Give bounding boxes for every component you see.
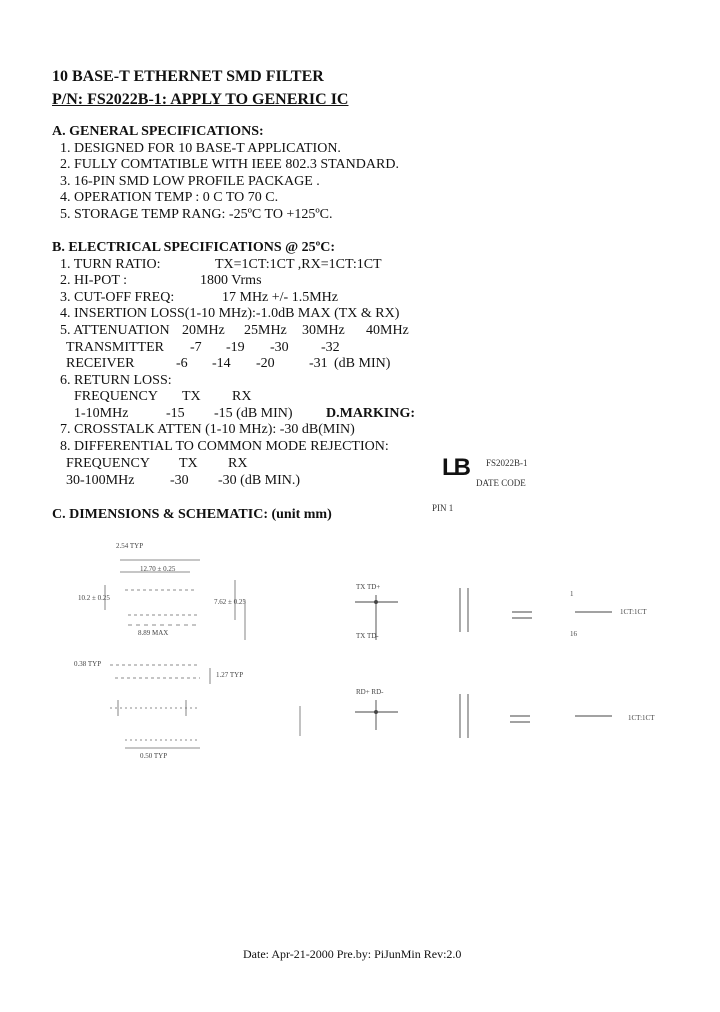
return-loss-tx-value: -15: [166, 406, 185, 421]
transmitter-label: TRANSMITTER: [66, 340, 164, 355]
atten-unit: (dB MIN): [334, 356, 391, 371]
section-a-heading: A. GENERAL SPECIFICATIONS:: [52, 124, 264, 139]
rx-atten-1: -6: [176, 356, 188, 371]
return-loss-rx-label: RX: [232, 389, 252, 404]
atten-freq-2: 25MHz: [244, 323, 287, 338]
marking-part: FS2022B-1: [486, 458, 528, 468]
dim-lead-label: 1.27 TYP: [216, 671, 244, 679]
part-number: P/N: FS2022B-1: APPLY TO GENERIC IC: [52, 91, 349, 108]
cutoff-label: 3. CUT-OFF FREQ:: [60, 290, 175, 305]
dmcm-freq-label: FREQUENCY: [66, 456, 151, 471]
marking-pin1: PIN 1: [432, 503, 454, 513]
receiver-label: RECEIVER: [66, 356, 135, 371]
tx-atten-2: -19: [226, 340, 245, 355]
dim-top-label: 2.54 TYP: [116, 542, 144, 550]
cutoff-value: 17 MHz +/- 1.5MHz: [222, 290, 338, 305]
footer-revision: Date: Apr-21-2000 Pre.by: PiJunMin Rev:2.0: [243, 947, 462, 961]
dim-pad-label: 0.38 TYP: [74, 660, 102, 668]
return-loss-freq-label: FREQUENCY: [74, 389, 159, 404]
crosstalk: 7. CROSSTALK ATTEN (1-10 MHz): -30 dB(MIN): [60, 422, 355, 437]
hipot-value: 1800 Vrms: [200, 273, 262, 288]
dmcm-rx-value: -30 (dB MIN.): [218, 473, 301, 488]
rx-atten-3: -20: [256, 356, 275, 371]
turn-ratio-label: 1. TURN RATIO:: [60, 257, 161, 272]
spec-a-5: 5. STORAGE TEMP RANG: -25ºC TO +125ºC.: [60, 207, 333, 222]
transformer-schematic-bottom: [355, 694, 612, 738]
company-logo: LB: [442, 454, 468, 481]
dmcm-range: 30-100MHz: [66, 473, 135, 488]
chip-bot-label: RD+ RD-: [356, 688, 384, 696]
return-loss-rx-value: -15 (dB MIN): [214, 406, 293, 421]
rx-atten-4: -31: [309, 356, 328, 371]
marking-heading: D.MARKING:: [326, 406, 416, 421]
return-loss-range: 1-10MHz: [74, 406, 129, 421]
tx-atten-1: -7: [190, 340, 202, 355]
dim-depth-label: 8.89 MAX: [138, 629, 169, 637]
dim-height-label: 10.2 ± 0.25: [78, 594, 110, 602]
atten-freq-3: 30MHz: [302, 323, 345, 338]
spec-a-2: 2. FULLY COMTATIBLE WITH IEEE 802.3 STANDARD.: [60, 157, 399, 172]
spec-a-4: 4. OPERATION TEMP : 0 C TO 70 C.: [60, 190, 279, 205]
tx-atten-3: -30: [270, 340, 289, 355]
dim-side-label: 7.62 ± 0.25: [214, 598, 246, 606]
pin-label-c: 1: [570, 590, 574, 598]
chip-top-label: TX TD+: [356, 583, 381, 591]
marking-date-code: DATE CODE: [476, 478, 526, 488]
return-loss-tx-label: TX: [182, 389, 201, 404]
section-c-heading: C. DIMENSIONS & SCHEMATIC: (unit mm): [52, 507, 332, 522]
package-top-view: [105, 560, 245, 640]
dim-width-label: 12.70 ± 0.25: [140, 565, 176, 573]
rx-atten-2: -14: [212, 356, 231, 371]
chip-mid-label: TX TD-: [356, 632, 379, 640]
hipot-label: 2. HI-POT :: [60, 273, 128, 288]
package-side-view: [110, 665, 300, 748]
dmcm-rx-label: RX: [228, 456, 248, 471]
return-loss-label: 6. RETURN LOSS:: [60, 373, 172, 388]
pin-label-a: 1CT:1CT: [620, 608, 647, 616]
atten-freq-1: 20MHz: [182, 323, 225, 338]
pin-label-b: 1CT:1CT: [628, 714, 655, 722]
tx-atten-4: -32: [321, 340, 340, 355]
attenuation-label: 5. ATTENUATION: [60, 323, 170, 338]
section-b-heading: B. ELECTRICAL SPECIFICATIONS @ 25ºC:: [52, 240, 336, 255]
dim-foot-label: 0.50 TYP: [140, 752, 168, 760]
atten-freq-4: 40MHz: [366, 323, 409, 338]
pin-label-d: 16: [570, 630, 577, 638]
document-title: 10 BASE-T ETHERNET SMD FILTER: [52, 68, 324, 85]
spec-a-1: 1. DESIGNED FOR 10 BASE-T APPLICATION.: [60, 141, 341, 156]
insertion-loss: 4. INSERTION LOSS(1-10 MHz):-1.0dB MAX (TX & RX): [60, 306, 400, 321]
dmcm-tx-value: -30: [170, 473, 189, 488]
dmcm-label: 8. DIFFERENTIAL TO COMMON MODE REJECTION:: [60, 439, 389, 454]
turn-ratio-value: TX=1CT:1CT ,RX=1CT:1CT: [215, 257, 382, 272]
dmcm-tx-label: TX: [179, 456, 198, 471]
transformer-schematic-top: [355, 588, 612, 640]
spec-a-3: 3. 16-PIN SMD LOW PROFILE PACKAGE .: [60, 174, 320, 189]
